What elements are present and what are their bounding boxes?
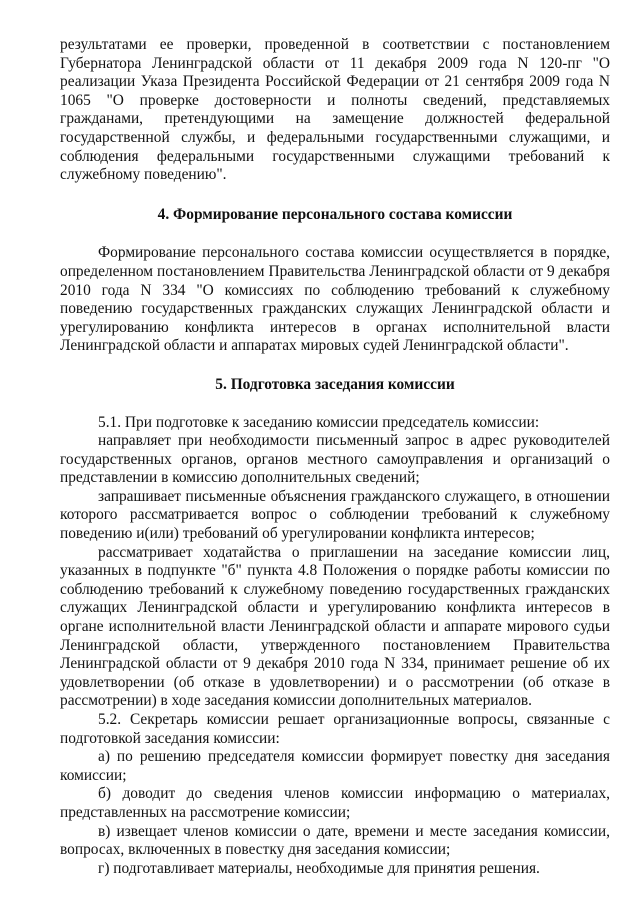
item-5-1-b: запрашивает письменные объяснения гражданского служащего, в отношении которого рассматривается вопрос о соблюдении требований к служебному поведению и(или) требований об урегулировании конфликта интересов;	[60, 487, 610, 543]
item-5-1: 5.1. При подготовке к заседанию комиссии председатель комиссии:	[98, 413, 540, 431]
item-5-2-b: б) доводит до сведения членов комиссии информацию о материалах, представленных на рассмотрение комиссии;	[60, 785, 610, 821]
item-5-2-d: г) подготавливает материалы, необходимые для принятия решения.	[98, 859, 540, 877]
item-5-2: 5.2. Секретарь комиссии решает организационные вопросы, связанные с подготовкой заседания комиссии:	[60, 711, 610, 747]
item-5-1-a: направляет при необходимости письменный запрос в адрес руководителей государственных органов, органов местного самоуправления и организаций о представлении в комиссию дополнительных сведений;	[60, 432, 610, 487]
document-page	[60, 36, 610, 878]
section-4-heading: 4. Формирование персонального состава комиссии	[157, 205, 513, 223]
item-5-2-a: а) по решению председателя комиссии формирует повестку дня заседания комиссии;	[60, 748, 610, 784]
section-4-paragraph: Формирование персонального состава комиссии осуществляется в порядке, определенном постановлением Правительства Ленинградской области от 9 декабря 2010 года N 334 "О комиссиях по соблюдению требований к служебному поведению государственных гражданских служащих Ленинградской области и урегулированию конфликта интересов в органах исполнительной власти Ленинградской области и аппаратах мировых судей Ленинградской области".	[60, 244, 610, 355]
section-5-heading: 5. Подготовка заседания комиссии	[215, 375, 455, 393]
top-paragraph: результатами ее проверки, проведенной в соответствии с постановлением Губернатора Ленинградской области от 11 декабря 2009 года N 120-пг "О реализации Указа Президента Российской Федерации от 21 сентября 2009 года N 1065 "О проверке достоверности и полноты сведений, представляемых гражданами, претендующими на замещение должностей федеральной государственной службы, и федеральными государственными служащими, и соблюдения федеральными государственными служащими требований к служебному поведению".	[60, 36, 610, 184]
item-5-1-c: рассматривает ходатайства о приглашении на заседание комиссии лиц, указанных в подпункте "б" пункта 4.8 Положения о порядке работы комиссии по соблюдению требований к служебному поведению государственных гражданских служащих Ленинградской области и урегулированию конфликта интересов в органе исполнительной власти Ленинградской области и аппарате мирового судьи Ленинградской области, утвержденного постановлением Правительства Ленинградской области от 9 декабря 2010 года N 334, принимает решение об их удовлетворении (об отказе в удовлетворении) и о рассмотрении (об отказе в рассмотрении) в ходе заседания комиссии дополнительных материалов.	[60, 543, 610, 710]
item-5-2-c: в) извещает членов комиссии о дате, времени и месте заседания комиссии, вопросах, включенных в повестку дня заседания комиссии;	[60, 822, 610, 859]
